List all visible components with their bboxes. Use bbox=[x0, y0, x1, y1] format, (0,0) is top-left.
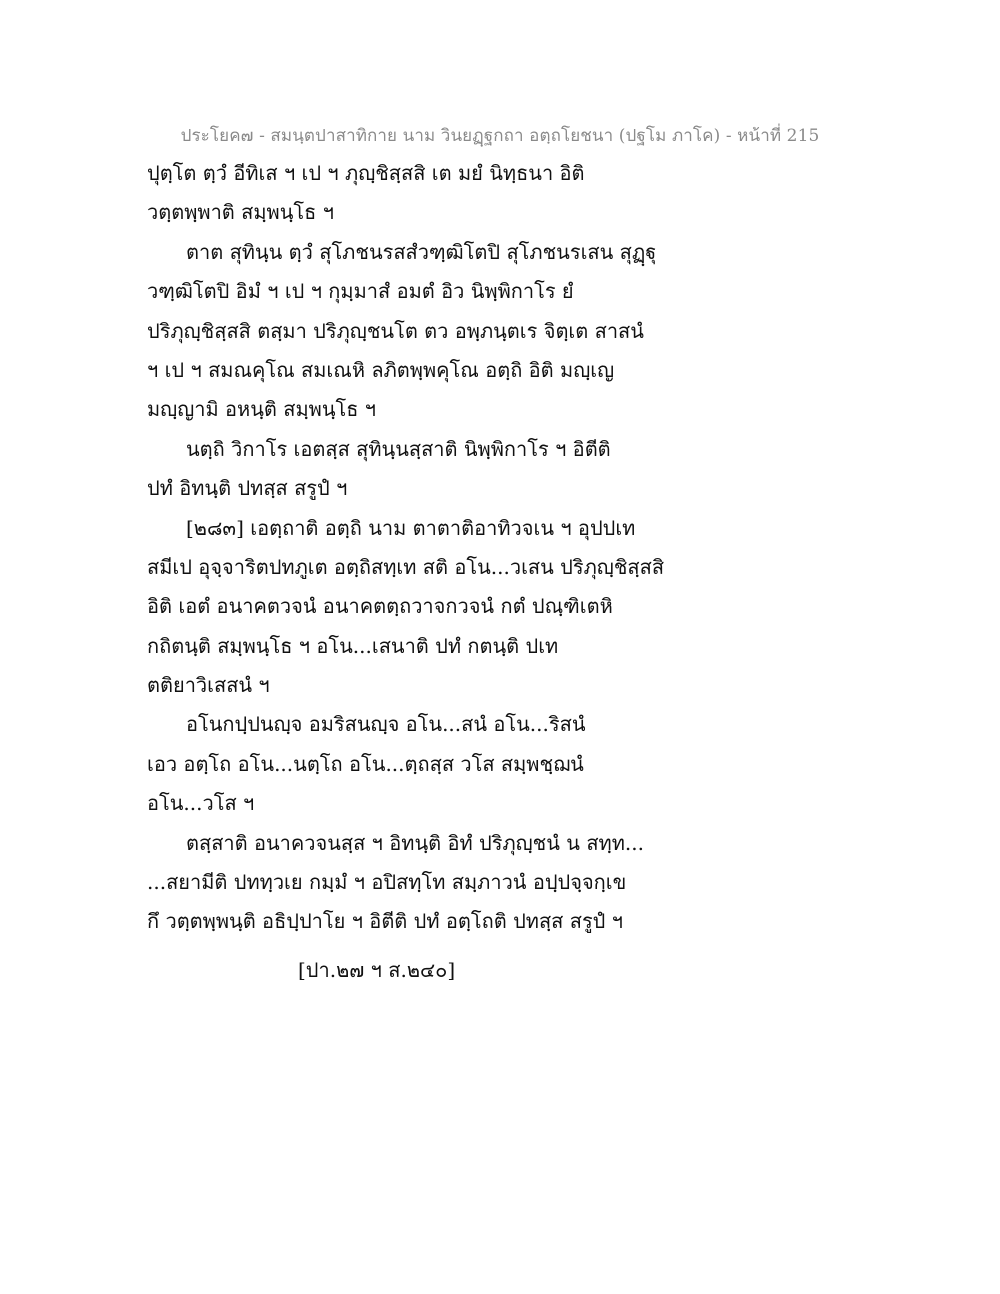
paragraph-start-line: [๒๘๓] เอตฺถาติ อตฺถิ นาม ตาตาติอาทิวจเน ฯ อุปปเท bbox=[186, 515, 636, 540]
text-line: สมีเป อุจฺจาริตปทภูเต อตฺถิสทฺเท สติ อโน...วเสน ปริภุญฺชิสฺสสิ bbox=[147, 554, 665, 579]
page-reference: [ปา.๒๗ ฯ ส.๒๔๐] bbox=[298, 958, 456, 982]
text-line: ปุตฺโต ตฺวํ อีทิเส ฯ เป ฯ ภุญฺชิสฺสสิ เต มยํ นิทฺธนา อิติ bbox=[147, 161, 585, 185]
paragraph-start-line: นตฺถิ วิกาโร เอตสฺส สุทินฺนสฺสาติ นิพฺพิกาโร ฯ อิตีติ bbox=[186, 436, 611, 461]
text-line: กึ วตฺตพฺพนฺติ อธิปฺปาโย ฯ อิตีติ ปทํ อตฺโถติ ปทสฺส สรูปํ ฯ bbox=[147, 909, 623, 934]
text-line: อโน...วโส ฯ bbox=[147, 791, 255, 816]
paragraph-start-line: อโนกปฺปนญฺจ อมริสนญฺจ อโน...สนํ อโน...ริสนํ bbox=[186, 712, 586, 737]
text-line: ปทํ อิทนฺติ ปทสฺส สรูปํ ฯ bbox=[147, 476, 348, 501]
text-line: ฯ เป ฯ สมณคุโณ สมเณหิ ลภิตพฺพคุโณ อตฺถิ อิติ มญฺเญ bbox=[147, 357, 615, 382]
text-line: ตติยาวิเสสนํ ฯ bbox=[147, 673, 270, 698]
text-line: เอว อตฺโถ อโน...นตฺโถ อโน...ตฺถสฺส วโส สมฺพชฺฌนํ bbox=[147, 751, 584, 776]
paragraph-start-line: ตสฺสาติ อนาควจนสฺส ฯ อิทนฺติ อิทํ ปริภุญฺชนํ น สทฺท... bbox=[186, 830, 644, 855]
text-line: อิติ เอตํ อนาคตวจนํ อนาคตตฺถวาจกวจนํ กตํ ปณฺฑิเตหิ bbox=[147, 594, 613, 619]
text-line: ปริภุญฺชิสฺสสิ ตสฺมา ปริภุญฺชนโต ตว อพฺภนฺตเร จิตฺเต สาสนํ bbox=[147, 318, 644, 343]
text-line: มญฺญามิ อหนฺติ สมฺพนฺโธ ฯ bbox=[147, 397, 377, 422]
text-line: วตฺตพฺพาติ สมฺพนฺโธ ฯ bbox=[147, 200, 334, 225]
text-line: กถิตนฺติ สมฺพนฺโธ ฯ อโน...เสนาติ ปทํ กตนฺติ ปเท bbox=[147, 633, 559, 658]
body-text bbox=[147, 157, 867, 945]
text-line: วฑฺฒิโตปิ อิมํ ฯ เป ฯ กุมฺมาสํ อมตํ อิว นิพฺพิกาโร ยํ bbox=[147, 279, 574, 304]
page-header: ประโยค๗ - สมนฺตปาสาทิกาย นาม วินยฏฺฐกถา อตฺถโยชนา (ปฐโม ภาโค) - หน้าที่ 215 bbox=[180, 126, 820, 146]
paragraph-start-line: ตาต สุทินฺน ตฺวํ สุโภชนรสสํวฑฺฒิโตปิ สุโภชนรเสน สุฏฺฐุ bbox=[186, 239, 657, 264]
text-line: ...สยามีติ ปททฺวเย กมฺมํ ฯ อปิสทฺโท สมฺภาวนํ อปฺปจฺจกฺเข bbox=[147, 870, 627, 895]
